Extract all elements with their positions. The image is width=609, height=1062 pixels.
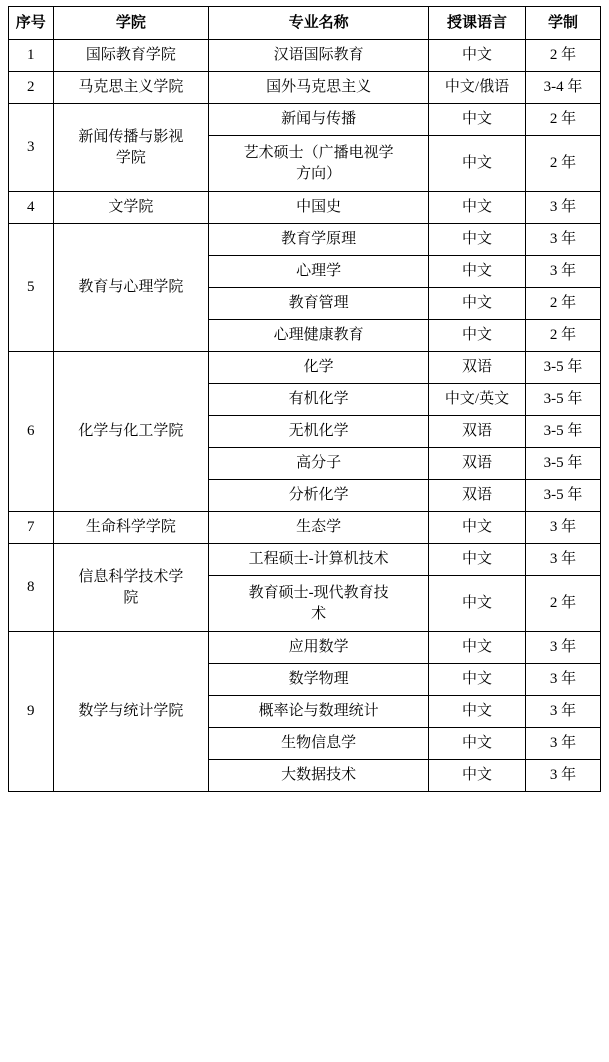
cell-no: 8 <box>9 544 54 632</box>
cell-duration: 3 年 <box>526 760 601 792</box>
table-row <box>9 544 601 576</box>
cell-major: 教育管理 <box>209 288 429 320</box>
cell-language: 中文 <box>428 544 525 576</box>
column-header-school: 学院 <box>53 7 209 40</box>
cell-duration: 2 年 <box>526 576 601 632</box>
cell-school: 信息科学技术学 院 <box>53 544 209 632</box>
cell-duration: 3-5 年 <box>526 480 601 512</box>
column-header-major: 专业名称 <box>209 7 429 40</box>
cell-language: 中文 <box>428 728 525 760</box>
cell-no: 3 <box>9 104 54 192</box>
cell-duration: 3 年 <box>526 632 601 664</box>
cell-language: 中文 <box>428 224 525 256</box>
cell-major: 心理学 <box>209 256 429 288</box>
column-header-no: 序号 <box>9 7 54 40</box>
cell-language: 双语 <box>428 448 525 480</box>
cell-school: 化学与化工学院 <box>53 352 209 512</box>
cell-major: 数学物理 <box>209 664 429 696</box>
cell-major: 化学 <box>209 352 429 384</box>
cell-language: 中文 <box>428 576 525 632</box>
cell-duration: 2 年 <box>526 104 601 136</box>
cell-language: 中文 <box>428 288 525 320</box>
cell-language: 中文 <box>428 512 525 544</box>
table-row <box>9 192 601 224</box>
cell-major: 概率论与数理统计 <box>209 696 429 728</box>
cell-school: 新闻传播与影视 学院 <box>53 104 209 192</box>
table-row <box>9 512 601 544</box>
cell-language: 中文 <box>428 192 525 224</box>
cell-duration: 2 年 <box>526 136 601 192</box>
cell-no: 4 <box>9 192 54 224</box>
cell-no: 9 <box>9 632 54 792</box>
cell-language: 中文/英文 <box>428 384 525 416</box>
cell-major: 生物信息学 <box>209 728 429 760</box>
column-header-duration: 学制 <box>526 7 601 40</box>
table-row <box>9 352 601 384</box>
cell-duration: 3 年 <box>526 728 601 760</box>
cell-duration: 3 年 <box>526 192 601 224</box>
cell-school: 国际教育学院 <box>53 40 209 72</box>
cell-language: 中文 <box>428 136 525 192</box>
cell-language: 中文 <box>428 632 525 664</box>
cell-no: 1 <box>9 40 54 72</box>
cell-major: 教育硕士-现代教育技 术 <box>209 576 429 632</box>
cell-major: 教育学原理 <box>209 224 429 256</box>
cell-duration: 3 年 <box>526 256 601 288</box>
cell-language: 中文 <box>428 104 525 136</box>
cell-no: 5 <box>9 224 54 352</box>
cell-major: 无机化学 <box>209 416 429 448</box>
cell-school: 马克思主义学院 <box>53 72 209 104</box>
document-page <box>0 6 609 1062</box>
cell-language: 中文 <box>428 664 525 696</box>
cell-major: 应用数学 <box>209 632 429 664</box>
column-header-language: 授课语言 <box>428 7 525 40</box>
table-row <box>9 72 601 104</box>
cell-duration: 3 年 <box>526 512 601 544</box>
cell-major: 大数据技术 <box>209 760 429 792</box>
cell-major: 工程硕士-计算机技术 <box>209 544 429 576</box>
cell-duration: 2 年 <box>526 288 601 320</box>
cell-language: 双语 <box>428 416 525 448</box>
cell-duration: 2 年 <box>526 40 601 72</box>
cell-duration: 3-5 年 <box>526 384 601 416</box>
cell-major: 生态学 <box>209 512 429 544</box>
cell-major: 中国史 <box>209 192 429 224</box>
cell-language: 中文/俄语 <box>428 72 525 104</box>
cell-duration: 3 年 <box>526 664 601 696</box>
cell-language: 中文 <box>428 256 525 288</box>
table-row <box>9 40 601 72</box>
cell-language: 中文 <box>428 320 525 352</box>
majors-table <box>8 6 601 792</box>
cell-duration: 3 年 <box>526 224 601 256</box>
table-row <box>9 104 601 136</box>
cell-major: 心理健康教育 <box>209 320 429 352</box>
cell-major: 分析化学 <box>209 480 429 512</box>
cell-duration: 2 年 <box>526 320 601 352</box>
table-header-row <box>9 7 601 40</box>
cell-major: 汉语国际教育 <box>209 40 429 72</box>
cell-major: 艺术硕士（广播电视学 方向） <box>209 136 429 192</box>
cell-duration: 3 年 <box>526 544 601 576</box>
table-header <box>9 7 601 40</box>
cell-school: 生命科学学院 <box>53 512 209 544</box>
cell-language: 中文 <box>428 696 525 728</box>
cell-major: 国外马克思主义 <box>209 72 429 104</box>
cell-major: 有机化学 <box>209 384 429 416</box>
cell-no: 7 <box>9 512 54 544</box>
cell-no: 2 <box>9 72 54 104</box>
cell-major: 高分子 <box>209 448 429 480</box>
cell-language: 中文 <box>428 40 525 72</box>
cell-duration: 3 年 <box>526 696 601 728</box>
table-row <box>9 224 601 256</box>
cell-school: 数学与统计学院 <box>53 632 209 792</box>
table-body <box>9 40 601 792</box>
cell-language: 双语 <box>428 480 525 512</box>
cell-duration: 3-5 年 <box>526 416 601 448</box>
cell-language: 中文 <box>428 760 525 792</box>
cell-duration: 3-5 年 <box>526 448 601 480</box>
cell-school: 教育与心理学院 <box>53 224 209 352</box>
cell-no: 6 <box>9 352 54 512</box>
cell-school: 文学院 <box>53 192 209 224</box>
cell-duration: 3-4 年 <box>526 72 601 104</box>
cell-duration: 3-5 年 <box>526 352 601 384</box>
cell-language: 双语 <box>428 352 525 384</box>
cell-major: 新闻与传播 <box>209 104 429 136</box>
table-row <box>9 632 601 664</box>
